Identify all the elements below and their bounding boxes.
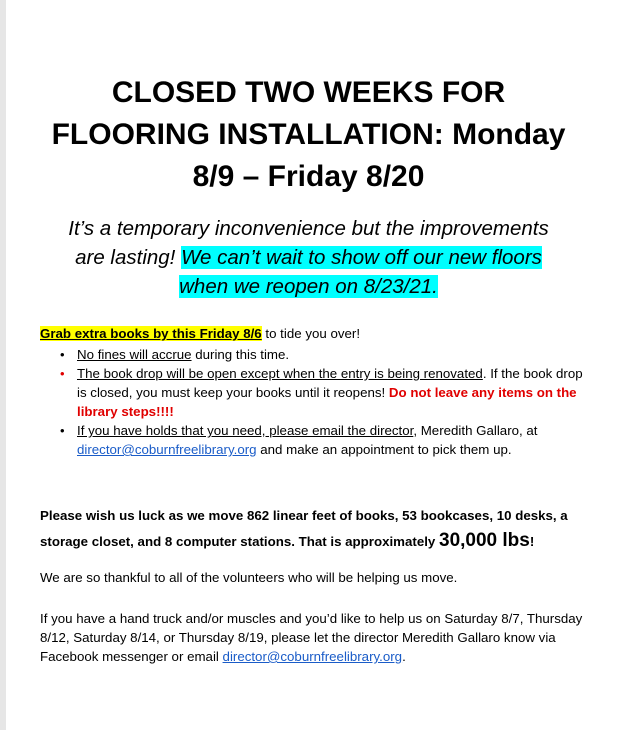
grab-books-rest: to tide you over!: [261, 326, 361, 341]
subtitle-highlight-2: when we reopen on 8/23/21.: [179, 275, 438, 298]
help-text: If you have a hand truck and/or muscles and you’d like to help us on Saturday 8/7, Thursday 8/12, Saturday 8/14, or Thursday 8/19, please let the director Meredith Gallaro know via Facebook messenger or email: [40, 611, 583, 664]
help-end: .: [402, 649, 406, 664]
bullet-item-holds: [40, 421, 585, 459]
title-line-3: 8/9 – Friday 8/20: [192, 160, 425, 193]
thanks-paragraph: We are so thankful to all of the volunteers who will be helping us move.: [40, 570, 458, 585]
subtitle-highlight-1: We can’t wait to show off our new floors: [181, 246, 542, 269]
luck-end: !: [529, 534, 535, 549]
director-email-link-2[interactable]: director@coburnfreelibrary.org: [222, 649, 403, 664]
grab-books-line: [40, 324, 585, 343]
director-email-link[interactable]: director@coburnfreelibrary.org: [77, 442, 257, 457]
bullet-icon: •: [60, 423, 65, 438]
moving-luck-paragraph: [40, 503, 585, 554]
notice-title: [20, 72, 597, 198]
subtitle-line-1: It’s a temporary inconvenience but the improvements: [68, 217, 549, 240]
bullet-item-book-drop: [40, 364, 585, 421]
subtitle-line-2: [20, 243, 597, 272]
holds-underlined: If you have holds that you need, please email the director: [77, 423, 414, 438]
book-drop-rest: . If the book drop is closed, you must keep your books until it reopens!: [77, 366, 583, 400]
title-line-2: FLOORING INSTALLATION: Monday: [51, 118, 566, 151]
fines-rest: during this time.: [191, 347, 290, 362]
fines-underlined: No fines will accrue: [77, 347, 192, 362]
subtitle-line-3: [20, 272, 597, 301]
bullet-item-fines: [40, 345, 585, 364]
holds-rest-a: , Meredith Gallaro, at: [413, 423, 538, 438]
notice-bullet-list: [40, 345, 585, 459]
subtitle-line-2-plain: are lasting!: [75, 246, 182, 269]
grab-books-highlight: Grab extra books by this Friday 8/6: [40, 326, 262, 341]
weight-figure: 30,000 lbs: [439, 530, 530, 551]
notice-subtitle: [20, 214, 597, 301]
steps-warning: Do not leave any items on the library steps!!!!: [77, 385, 577, 419]
holds-rest-b: and make an appointment to pick them up.: [256, 442, 512, 457]
luck-text: Please wish us luck as we move 862 linear feet of books, 53 bookcases, 10 desks, a storage closet, and 8 computer stations. That is approximately: [40, 508, 568, 549]
title-line-1: CLOSED TWO WEEKS FOR: [111, 76, 506, 109]
help-paragraph: [40, 609, 585, 666]
bullet-icon: •: [60, 347, 65, 362]
book-drop-underlined: The book drop will be open except when the entry is being renovated: [77, 366, 483, 381]
bullet-icon: •: [60, 366, 65, 381]
